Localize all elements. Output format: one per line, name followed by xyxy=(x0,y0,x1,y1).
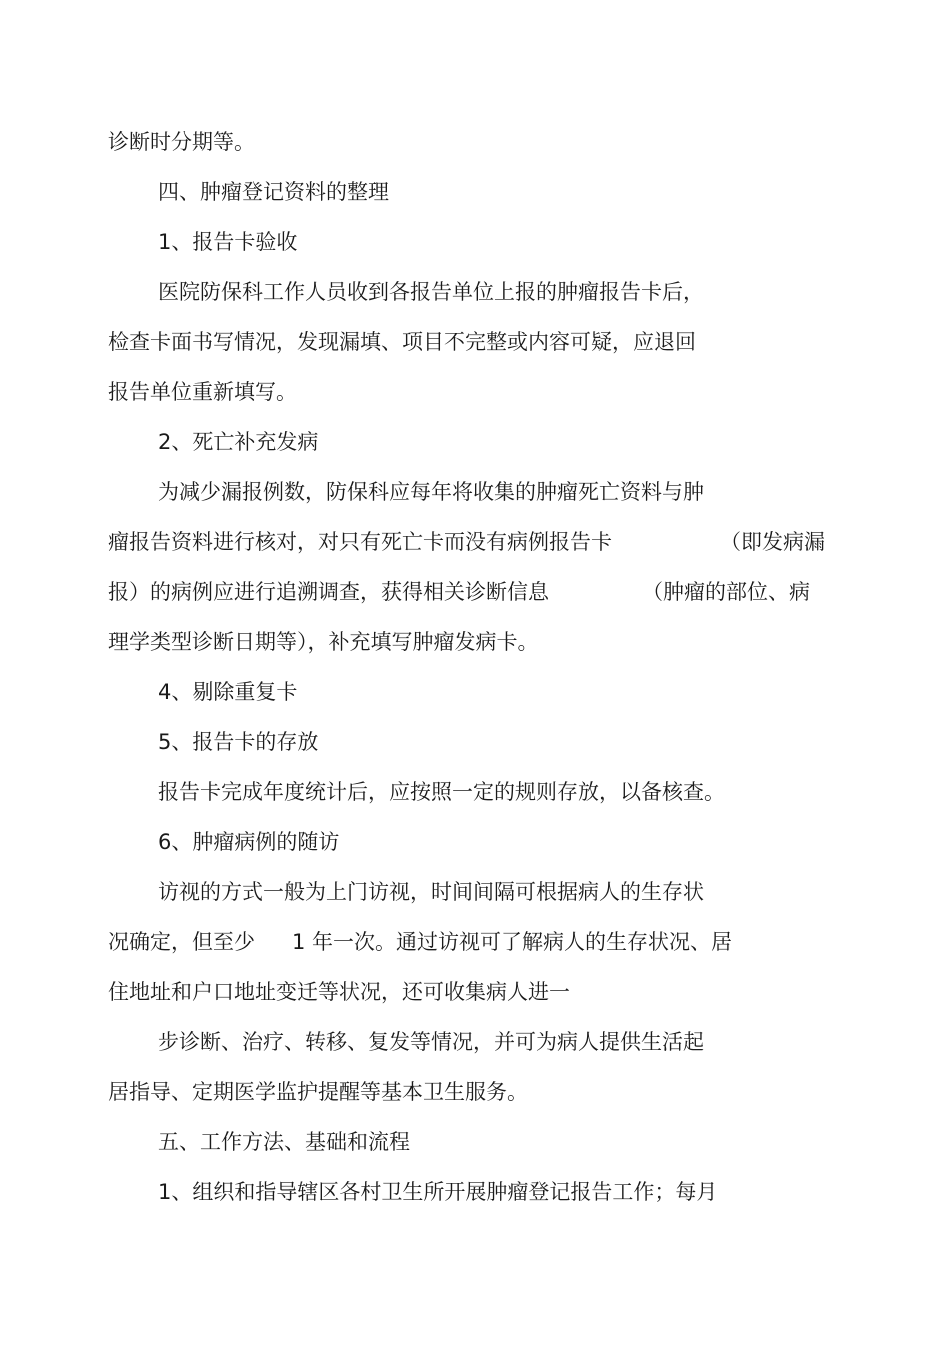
section-heading: 五、工作方法、基础和流程 xyxy=(158,1130,410,1154)
subsection-heading: 2、死亡补充发病 xyxy=(158,430,319,454)
line-segment: 报）的病例应进行追溯调查，获得相关诊断信息 xyxy=(108,580,549,604)
paragraph-line: 报告单位重新填写。 xyxy=(108,380,297,404)
paragraph-line: 医院防保科工作人员收到各报告单位上报的肿瘤报告卡后， xyxy=(158,280,704,304)
line-segment: （肿瘤的部位、病 xyxy=(642,580,810,604)
paragraph-line: 访视的方式一般为上门访视，时间间隔可根据病人的生存状 xyxy=(158,880,704,904)
paragraph-line: 步诊断、治疗、转移、复发等情况，并可为病人提供生活起 xyxy=(158,1030,704,1054)
line-segment: （即发病漏 xyxy=(720,530,825,554)
subsection-heading: 4、剔除重复卡 xyxy=(158,680,298,704)
paragraph-line xyxy=(108,529,838,555)
paragraph-line: 住地址和户口地址变迁等状况，还可收集病人进一 xyxy=(108,980,570,1004)
paragraph-line: 1、组织和指导辖区各村卫生所开展肿瘤登记报告工作；每月 xyxy=(158,1180,718,1204)
line-segment: 1 年一次。通过访视可了解病人的生存状况、居 xyxy=(292,930,733,954)
line-segment: 瘤报告资料进行核对，对只有死亡卡而没有病例报告卡 xyxy=(108,530,612,554)
paragraph-line xyxy=(108,579,838,605)
paragraph-line: 理学类型诊断日期等），补充填写肿瘤发病卡。 xyxy=(108,630,539,654)
paragraph-line: 检查卡面书写情况，发现漏填、项目不完整或内容可疑，应退回 xyxy=(108,330,696,354)
subsection-heading: 5、报告卡的存放 xyxy=(158,730,319,754)
section-heading: 四、肿瘤登记资料的整理 xyxy=(158,180,389,204)
paragraph-line xyxy=(108,929,788,955)
line-segment: 况确定，但至少 xyxy=(108,930,255,954)
paragraph-line: 诊断时分期等。 xyxy=(108,130,255,154)
paragraph-line: 报告卡完成年度统计后，应按照一定的规则存放，以备核查。 xyxy=(158,780,725,804)
subsection-heading: 1、报告卡验收 xyxy=(158,230,298,254)
paragraph-line: 居指导、定期医学监护提醒等基本卫生服务。 xyxy=(108,1080,528,1104)
paragraph-line: 为减少漏报例数，防保科应每年将收集的肿瘤死亡资料与肿 xyxy=(158,480,704,504)
subsection-heading: 6、肿瘤病例的随访 xyxy=(158,830,340,854)
